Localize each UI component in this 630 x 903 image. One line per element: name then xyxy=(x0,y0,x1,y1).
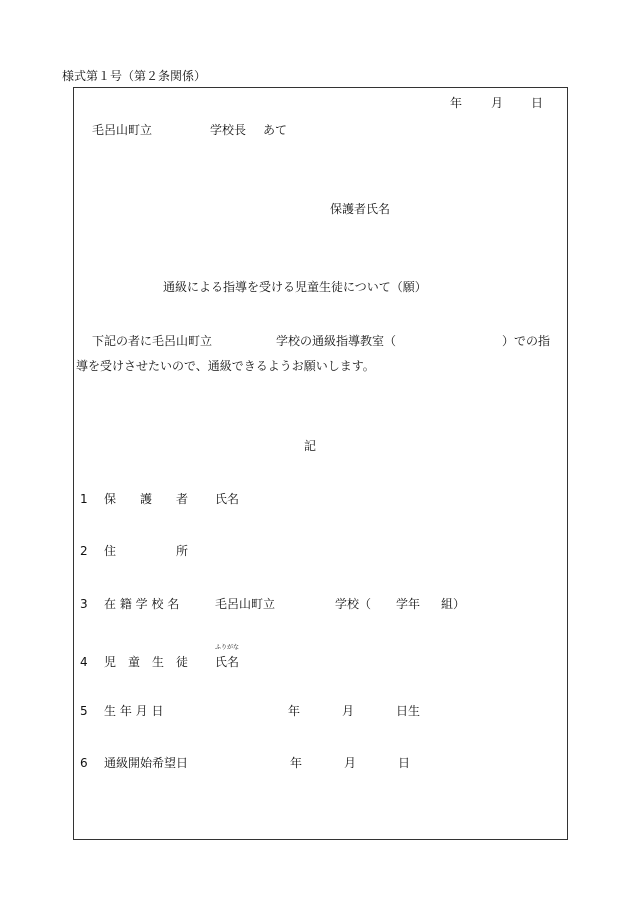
item-4-name-field: 氏名 xyxy=(215,655,240,669)
addressee-town: 毛呂山町立 xyxy=(92,123,153,137)
item-1-name-field: 氏名 xyxy=(215,492,240,506)
item-1-char-1: 保 xyxy=(104,492,117,506)
body-text-part1: 下記の者に毛呂山町立 xyxy=(92,334,213,348)
item-2-number: 2 xyxy=(80,544,88,558)
document-title: 通級による指導を受ける児童生徒について（願） xyxy=(163,280,427,294)
body-text-part2: 学校の通級指導教室（ xyxy=(276,334,397,348)
addressee-ate: あて xyxy=(263,123,288,137)
item-1-char-2: 護 xyxy=(140,492,153,506)
body-text-line2: 導を受けさせたいので、通級できるようお願いします。 xyxy=(76,359,375,373)
item-3-class: 組） xyxy=(441,597,466,611)
item-4-char-4: 徒 xyxy=(176,655,189,669)
item-5-day: 日生 xyxy=(396,704,421,718)
item-4-furigana: ふりがな xyxy=(215,644,240,651)
addressee-principal: 学校長 xyxy=(210,123,247,137)
item-6-month: 月 xyxy=(344,756,357,770)
item-2-char-1: 住 xyxy=(104,544,117,558)
item-5-month: 月 xyxy=(342,704,355,718)
item-6-number: 6 xyxy=(80,756,88,770)
item-2-char-2: 所 xyxy=(176,544,189,558)
item-6-label: 通級開始希望日 xyxy=(104,756,189,770)
item-5-number: 5 xyxy=(80,704,88,718)
item-5-label: 生 年 月 日 xyxy=(104,704,164,718)
body-text-part3: ）での指 xyxy=(502,334,551,348)
item-4-char-2: 童 xyxy=(128,655,141,669)
date-day-label: 日 xyxy=(531,96,544,110)
item-3-number: 3 xyxy=(80,597,88,611)
date-year-label: 年 xyxy=(450,96,463,110)
item-6-year: 年 xyxy=(290,756,303,770)
item-3-school: 学校（ xyxy=(335,597,372,611)
item-5-year: 年 xyxy=(288,704,301,718)
item-4-number: 4 xyxy=(80,655,88,669)
item-6-day: 日 xyxy=(398,756,411,770)
guardian-name-label: 保護者氏名 xyxy=(330,202,391,216)
item-3-town: 毛呂山町立 xyxy=(215,597,276,611)
item-3-grade: 学年 xyxy=(396,597,421,611)
item-4-char-1: 児 xyxy=(104,655,117,669)
item-4-char-3: 生 xyxy=(152,655,165,669)
date-month-label: 月 xyxy=(491,96,504,110)
form-number: 様式第１号（第２条関係） xyxy=(62,69,207,83)
ki-heading: 記 xyxy=(304,439,317,453)
item-1-char-3: 者 xyxy=(176,492,189,506)
item-1-number: 1 xyxy=(80,492,88,506)
item-3-label: 在 籍 学 校 名 xyxy=(104,597,180,611)
form-frame xyxy=(73,87,568,840)
